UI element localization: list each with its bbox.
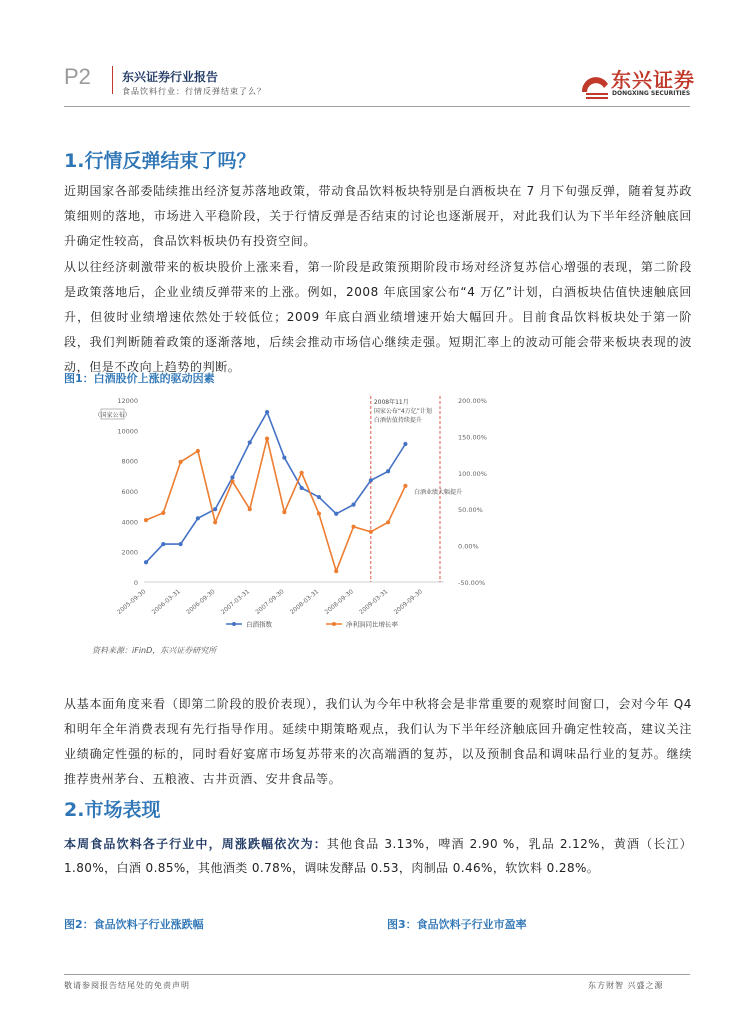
data-point bbox=[213, 507, 217, 511]
header-rule bbox=[64, 106, 690, 107]
left-axis-tick-label: 0 bbox=[133, 579, 138, 587]
data-point bbox=[265, 436, 269, 440]
paragraph-1: 近期国家各部委陆续推出经济复苏落地政策，带动食品饮料板块特别是白酒板块在 7 月下旬强反弹，随着复苏政策细则的落地，市场进入平稳阶段，关于行情反弹是否结束的讨论也逐渐展开，对此我们认为下半年经济触底回升确定性较高，食品饮料板块仍有投资空间。 bbox=[64, 184, 692, 248]
header-divider bbox=[112, 66, 113, 94]
data-point bbox=[144, 518, 148, 522]
data-point bbox=[248, 440, 252, 444]
left-axis-tick-label: 2000 bbox=[121, 548, 138, 557]
x-axis-tick-label: 2008-09-30 bbox=[323, 588, 355, 616]
data-point bbox=[213, 520, 217, 524]
right-axis-tick-label: 200.00% bbox=[458, 397, 487, 405]
annotation-text: 2008年11月 bbox=[373, 399, 409, 406]
report-subtitle: 食品饮料行业：行情反弹结束了么？ bbox=[122, 87, 266, 96]
data-point bbox=[282, 456, 286, 460]
x-axis-tick-label: 2009-03-31 bbox=[358, 588, 390, 616]
left-axis-tick-label: 8000 bbox=[121, 457, 138, 466]
logo-name: 东兴证券 bbox=[611, 68, 695, 92]
data-point bbox=[161, 511, 165, 515]
data-point bbox=[369, 478, 373, 482]
footer-slogan: 东方财智 兴盛之源 bbox=[588, 981, 664, 990]
data-point bbox=[178, 542, 182, 546]
section-1-title: 1.行情反弹结束了吗？ bbox=[64, 150, 256, 172]
report-title: 东兴证券行业报告 bbox=[122, 70, 219, 84]
data-point bbox=[230, 475, 234, 479]
data-point bbox=[282, 510, 286, 514]
data-point bbox=[300, 471, 304, 475]
baijiu-driver-chart bbox=[94, 392, 520, 634]
legend-label: 白酒指数 bbox=[246, 620, 272, 629]
data-point bbox=[230, 479, 234, 483]
paragraph-4-lead: 本周食品饮料各子行业中，周涨跌幅依次为： bbox=[64, 837, 327, 851]
section-2-title: 2.市场表现 bbox=[64, 799, 161, 821]
data-point bbox=[334, 569, 338, 573]
data-point bbox=[317, 495, 321, 499]
footer-rule bbox=[64, 974, 690, 975]
x-axis-tick-label: 2008-03-31 bbox=[289, 588, 321, 616]
data-point bbox=[403, 484, 407, 488]
data-point bbox=[161, 542, 165, 546]
annotation-text: 白酒估值持续提升 bbox=[373, 417, 422, 424]
data-point bbox=[300, 486, 304, 490]
annotation-text: 白酒业绩大幅提升 bbox=[414, 489, 463, 496]
series-line-baijiu-index bbox=[146, 412, 405, 562]
data-point bbox=[386, 469, 390, 473]
right-axis-tick-label: 50.00% bbox=[458, 506, 483, 515]
logo-english-name: DONGXING SECURITIES bbox=[612, 90, 691, 97]
x-axis-tick-label: 2005-09-30 bbox=[116, 588, 148, 616]
figure-3-title: 图3：食品饮料子行业市盈率 bbox=[387, 918, 527, 931]
paragraph-4 bbox=[64, 832, 692, 880]
x-axis-tick-label: 2007-03-31 bbox=[219, 588, 252, 616]
legend-marker bbox=[232, 622, 236, 626]
paragraph-4-body: 其他食品 3.13%，啤酒 2.90 %，乳品 2.12%，黄酒（长江）1.80%，白酒 0.85%，其他酒类 0.78%，调味发酵品 0.53，肉制品 0.46%，软饮料 0.28%。 bbox=[64, 837, 692, 875]
paragraph-3: 从基本面角度来看（即第二阶段的股价表现），我们认为今年中秋将会是非常重要的观察时间窗口，会对今年 Q4 和明年全年消费表现有先行指导作用。延续中期策略观点，我们认为下半年经济触底回升确定性较高，建议关注业绩确定性强的标的，同时看好宴席市场复苏带来的次高端酒的复苏，以及预制食品和调味品行业的复苏。继续推荐贵州茅台、五粮液、古井贡酒、安井食品等。 bbox=[64, 697, 692, 786]
right-axis-tick-label: 150.00% bbox=[458, 433, 487, 442]
page-number: P2 bbox=[64, 64, 91, 89]
right-axis-tick-label: 100.00% bbox=[458, 469, 487, 478]
series-line-profit-growth bbox=[146, 439, 405, 571]
left-axis-tick-label: 4000 bbox=[121, 518, 138, 527]
data-point bbox=[386, 520, 390, 524]
data-point bbox=[178, 460, 182, 464]
x-axis-tick-label: 2006-09-30 bbox=[185, 588, 217, 616]
data-point bbox=[369, 530, 373, 534]
left-axis-tick-label: 12000 bbox=[117, 397, 138, 405]
figure-1-source: 资料来源：iFinD，东兴证券研究所 bbox=[92, 646, 217, 655]
x-axis-tick-label: 2007-09-30 bbox=[254, 588, 286, 616]
legend-marker bbox=[332, 622, 336, 626]
data-point bbox=[196, 516, 200, 520]
left-axis-label: （国家公布） bbox=[94, 412, 131, 419]
data-point bbox=[144, 560, 148, 564]
annotation-text: 国家公布“4万亿”计划 bbox=[373, 408, 432, 415]
figure-2-title: 图2：食品饮料子行业涨跌幅 bbox=[64, 918, 204, 931]
data-point bbox=[196, 449, 200, 453]
x-axis-tick-label: 2006-03-31 bbox=[150, 588, 182, 616]
figure-1-title: 图1：白酒股价上涨的驱动因素 bbox=[64, 372, 215, 385]
left-axis-tick-label: 6000 bbox=[121, 488, 138, 496]
left-axis-tick-label: 10000 bbox=[117, 427, 138, 436]
data-point bbox=[317, 511, 321, 515]
data-point bbox=[403, 442, 407, 446]
data-point bbox=[265, 410, 269, 414]
x-axis-tick-label: 2009-09-30 bbox=[392, 588, 424, 616]
legend-label: 净利润同比增长率 bbox=[346, 620, 398, 629]
data-point bbox=[351, 525, 355, 529]
data-point bbox=[248, 507, 252, 511]
right-axis-tick-label: -50.00% bbox=[458, 579, 486, 587]
data-point bbox=[334, 512, 338, 516]
disclaimer-note: 敬请参阅报告结尾处的免责声明 bbox=[64, 981, 190, 990]
data-point bbox=[351, 503, 355, 507]
right-axis-tick-label: 0.00% bbox=[458, 542, 479, 551]
paragraph-2: 从以往经济刺激带来的板块股价上涨来看，第一阶段是政策预期阶段市场对经济复苏信心增强的表现，第二阶段是政策落地后，企业业绩反弹带来的上涨。例如，2008 年底国家公布“4 万亿”计划，白酒板块估值快速触底回升，但彼时业绩增速依然处于较低位；2009 年底白酒业绩增速开始大幅回升。目前食品饮料板块处于第一阶段，我们判断随着政策的逐渐落地，后续会推动市场信心继续走强。短期汇率上的波动可能会带来板块表现的波动，但是不改向上趋势的判断。 bbox=[64, 260, 692, 374]
